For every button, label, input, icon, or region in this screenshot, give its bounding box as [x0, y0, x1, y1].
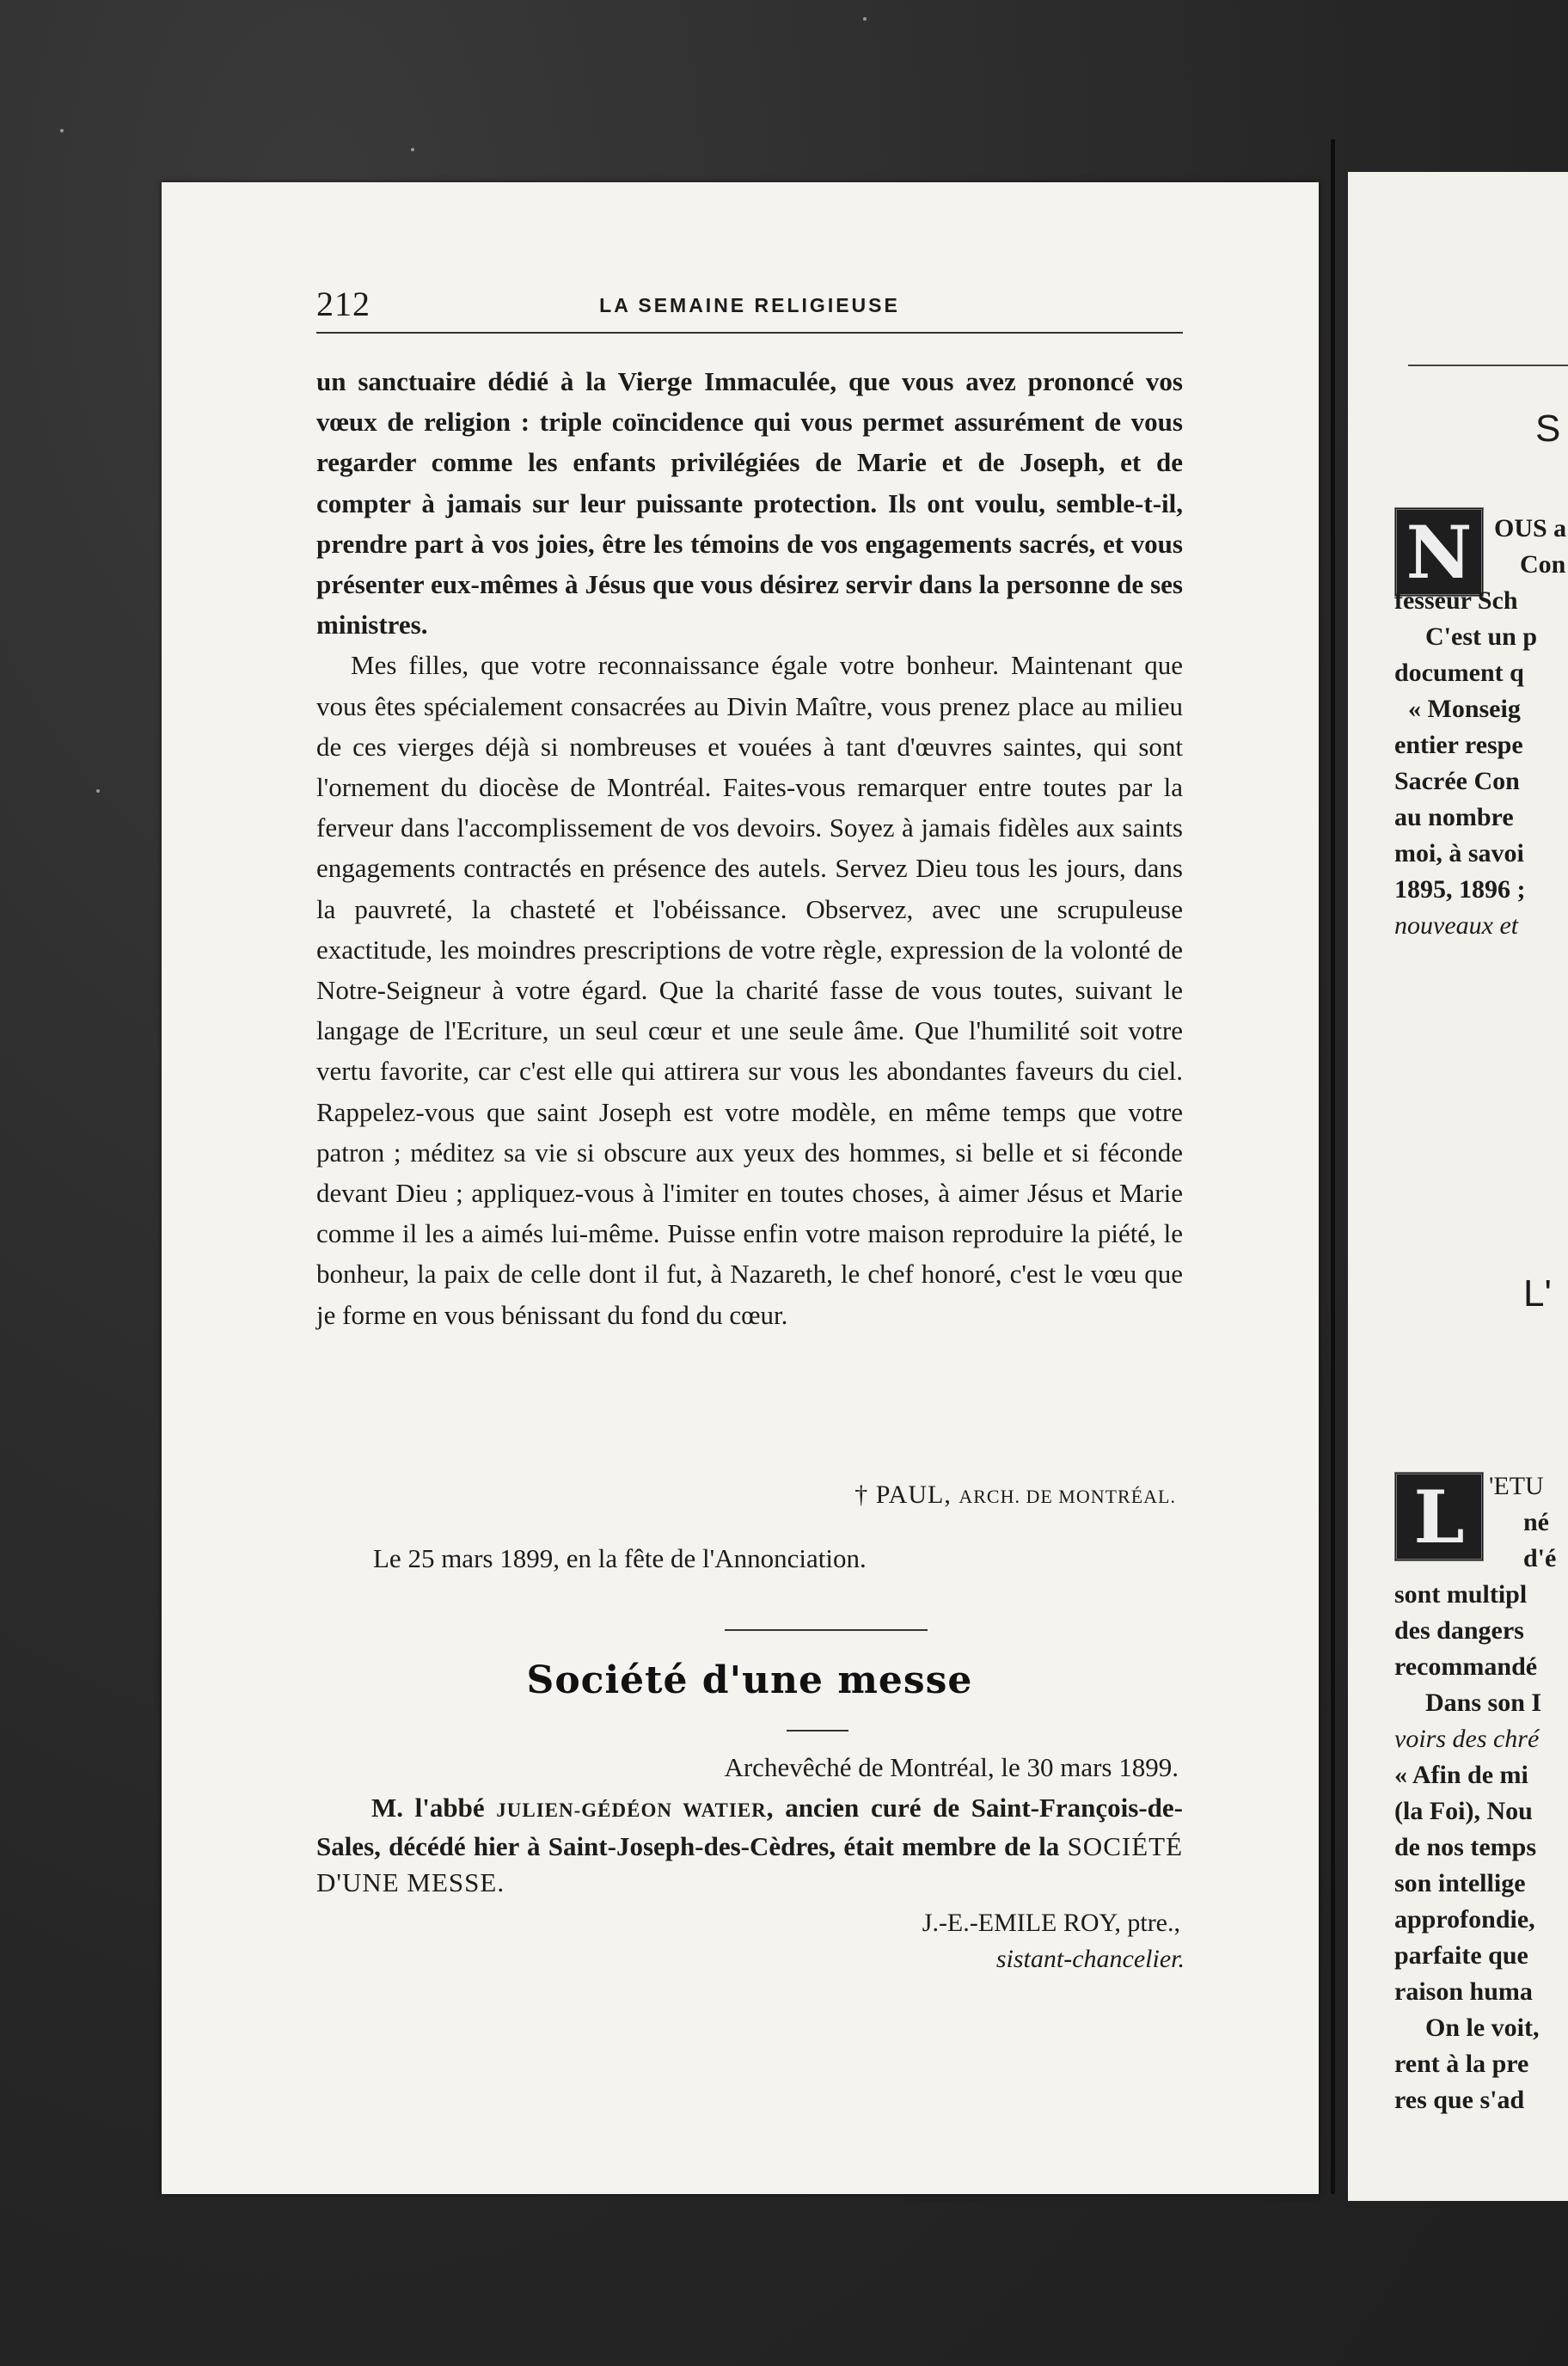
paragraph: Mes filles, que votre reconnaissance égale votre bonheur. Maintenant que vous êtes spécialement consacrées au Divin Maître, vous prenez place au milieu de ces vierges déjà si nombreuses et vouées à tant d'œuvres saintes, qui sont l'ornement du diocèse de Montréal. Faites-vous remarquer entre toutes par la ferveur dans l'accomplissement de vos devoirs. Soyez à jamais fidèles aux saints engagements contractés en présence des autels. Servez Dieu tous les jours, dans la pauvreté, la chasteté et l'obéissance. Observez, avec une scrupuleuse exactitude, les moindres prescriptions de votre règle, expression de la volonté de Notre-Seigneur à votre égard. Que la charité fasse de vous toutes, suivant le langage de l'Ecriture, un seul cœur et une seule âme. Que l'humilité soit votre vertu favorite, car c'est elle qui attirera sur vous les abondantes faveurs du ciel. Rappelez-vous que saint Joseph est votre modèle, en même temps que votre patron ; méditez sa vie si obscure aux yeux des hommes, si belle et si féconde devant Dieu ; appliquez-vous à l'imiter en toutes choses, à aimer Jésus et Marie comme il les a aimés lui-même. Puisse enfin votre maison reproduire la piété, le bonheur, la paix de celle dont il fut, à Nazareth, le chef honoré, c'est le vœu que je forme en vous bénissant du fond du cœur. [316, 650, 1183, 1330]
dust-speck [863, 17, 867, 21]
right-text-block-2 [1394, 1468, 1556, 2118]
right-header-rule [1408, 365, 1568, 366]
right-line: Con [1520, 550, 1566, 579]
dust-speck [411, 148, 414, 151]
page-number: 212 [316, 285, 371, 323]
letter-dateline: Le 25 mars 1899, en la fête de l'Annonciation. [373, 1543, 867, 1573]
drop-cap-2: L [1394, 1472, 1484, 1561]
right-line: son intellige [1394, 1869, 1526, 1897]
title-rule [787, 1730, 848, 1732]
right-line: au nombre [1394, 803, 1514, 831]
right-line: parfaite que [1394, 1941, 1528, 1970]
right-line: recommandé [1394, 1652, 1538, 1681]
right-line: raison huma [1394, 1977, 1533, 2006]
right-line: voirs des chré [1394, 1725, 1540, 1753]
right-line: 1895, 1896 ; [1394, 875, 1526, 904]
left-page [162, 182, 1319, 2194]
right-line: document q [1394, 659, 1524, 687]
letter-body [316, 361, 1183, 1335]
notice-paragraph [316, 1790, 1183, 1901]
section-title: Société d'une messe [526, 1658, 973, 1702]
notice-signer: J.-E.-EMILE ROY, ptre., [922, 1909, 1180, 1937]
journal-title: LA SEMAINE RELIGIEUSE [599, 294, 900, 316]
right-line: nouveaux et [1394, 911, 1519, 940]
right-line: Dans son I [1425, 1689, 1542, 1717]
society-name: SOCIÉTÉ D'UNE MESSE. [316, 1831, 1183, 1897]
notice-text-before: M. l'abbé [371, 1793, 497, 1823]
notice-body [316, 1790, 1183, 1901]
right-line: res que s'ad [1394, 2086, 1525, 2114]
letter-signature [316, 1480, 1176, 1510]
header-rule [316, 332, 1183, 334]
right-line: « Monseig [1408, 695, 1521, 723]
right-line: sont multipl [1394, 1580, 1528, 1609]
right-heading-2: L' [1523, 1272, 1552, 1315]
right-line: On le voit, [1425, 2014, 1540, 2042]
right-line: fesseur Sch [1394, 586, 1518, 615]
drop-cap-1: N [1394, 507, 1484, 597]
paragraph: un sanctuaire dédié à la Vierge Immaculée, que vous avez prononcé vos vœux de religion : triple coïncidence qui vous permet assurément de vous regarder comme les enfants privilégiées de Marie et de Joseph, et de compter à jamais sur leur puissante protection. Ils ont voulu, semble-t-il, prendre part à vos joies, être les témoins de vos engagements sacrés, et vous présenter eux-mêmes à Jésus que vous désirez servir dans la personne de ses ministres. [316, 366, 1183, 641]
right-line: de nos temps [1394, 1833, 1537, 1861]
right-line: OUS a [1494, 514, 1567, 542]
right-line: d'é [1523, 1544, 1557, 1572]
right-line: approfondie, [1394, 1905, 1535, 1934]
section-separator [725, 1629, 928, 1631]
right-line: 'ETU [1489, 1472, 1544, 1500]
right-line: des dangers [1394, 1616, 1524, 1645]
right-heading-1: S [1535, 408, 1561, 450]
running-head [316, 284, 1183, 327]
right-line: « Afin de mi [1394, 1761, 1528, 1789]
right-page-partial [1348, 172, 1568, 2201]
right-line: rent à la pre [1394, 2050, 1529, 2078]
dust-speck [60, 129, 64, 132]
signer-name: PAUL, [875, 1480, 952, 1509]
notice-dateline: Archevêché de Montréal, le 30 mars 1899. [724, 1752, 1179, 1782]
right-line: C'est un p [1425, 622, 1538, 651]
cross-symbol: † [854, 1480, 869, 1509]
right-line: moi, à savoi [1394, 839, 1524, 867]
right-line: entier respe [1394, 731, 1523, 759]
signer-title: ARCH. DE MONTRÉAL. [959, 1486, 1176, 1507]
deceased-name: JULIEN-GÉDÉON WATIER [496, 1799, 767, 1821]
notice-signer-role: sistant-chancelier. [995, 1945, 1185, 1973]
gutter-shadow [1331, 139, 1335, 2194]
right-line: (la Foi), Nou [1394, 1797, 1533, 1825]
right-text-block-1 [1394, 511, 1566, 944]
right-line: né [1523, 1508, 1549, 1536]
right-line: Sacrée Con [1394, 767, 1520, 795]
notice-text-after: , ancien curé de Saint-François-de-Sales, décédé hier à Saint-Joseph-des-Cèdres, était membre de la [316, 1793, 1184, 1861]
dust-speck [96, 789, 100, 793]
